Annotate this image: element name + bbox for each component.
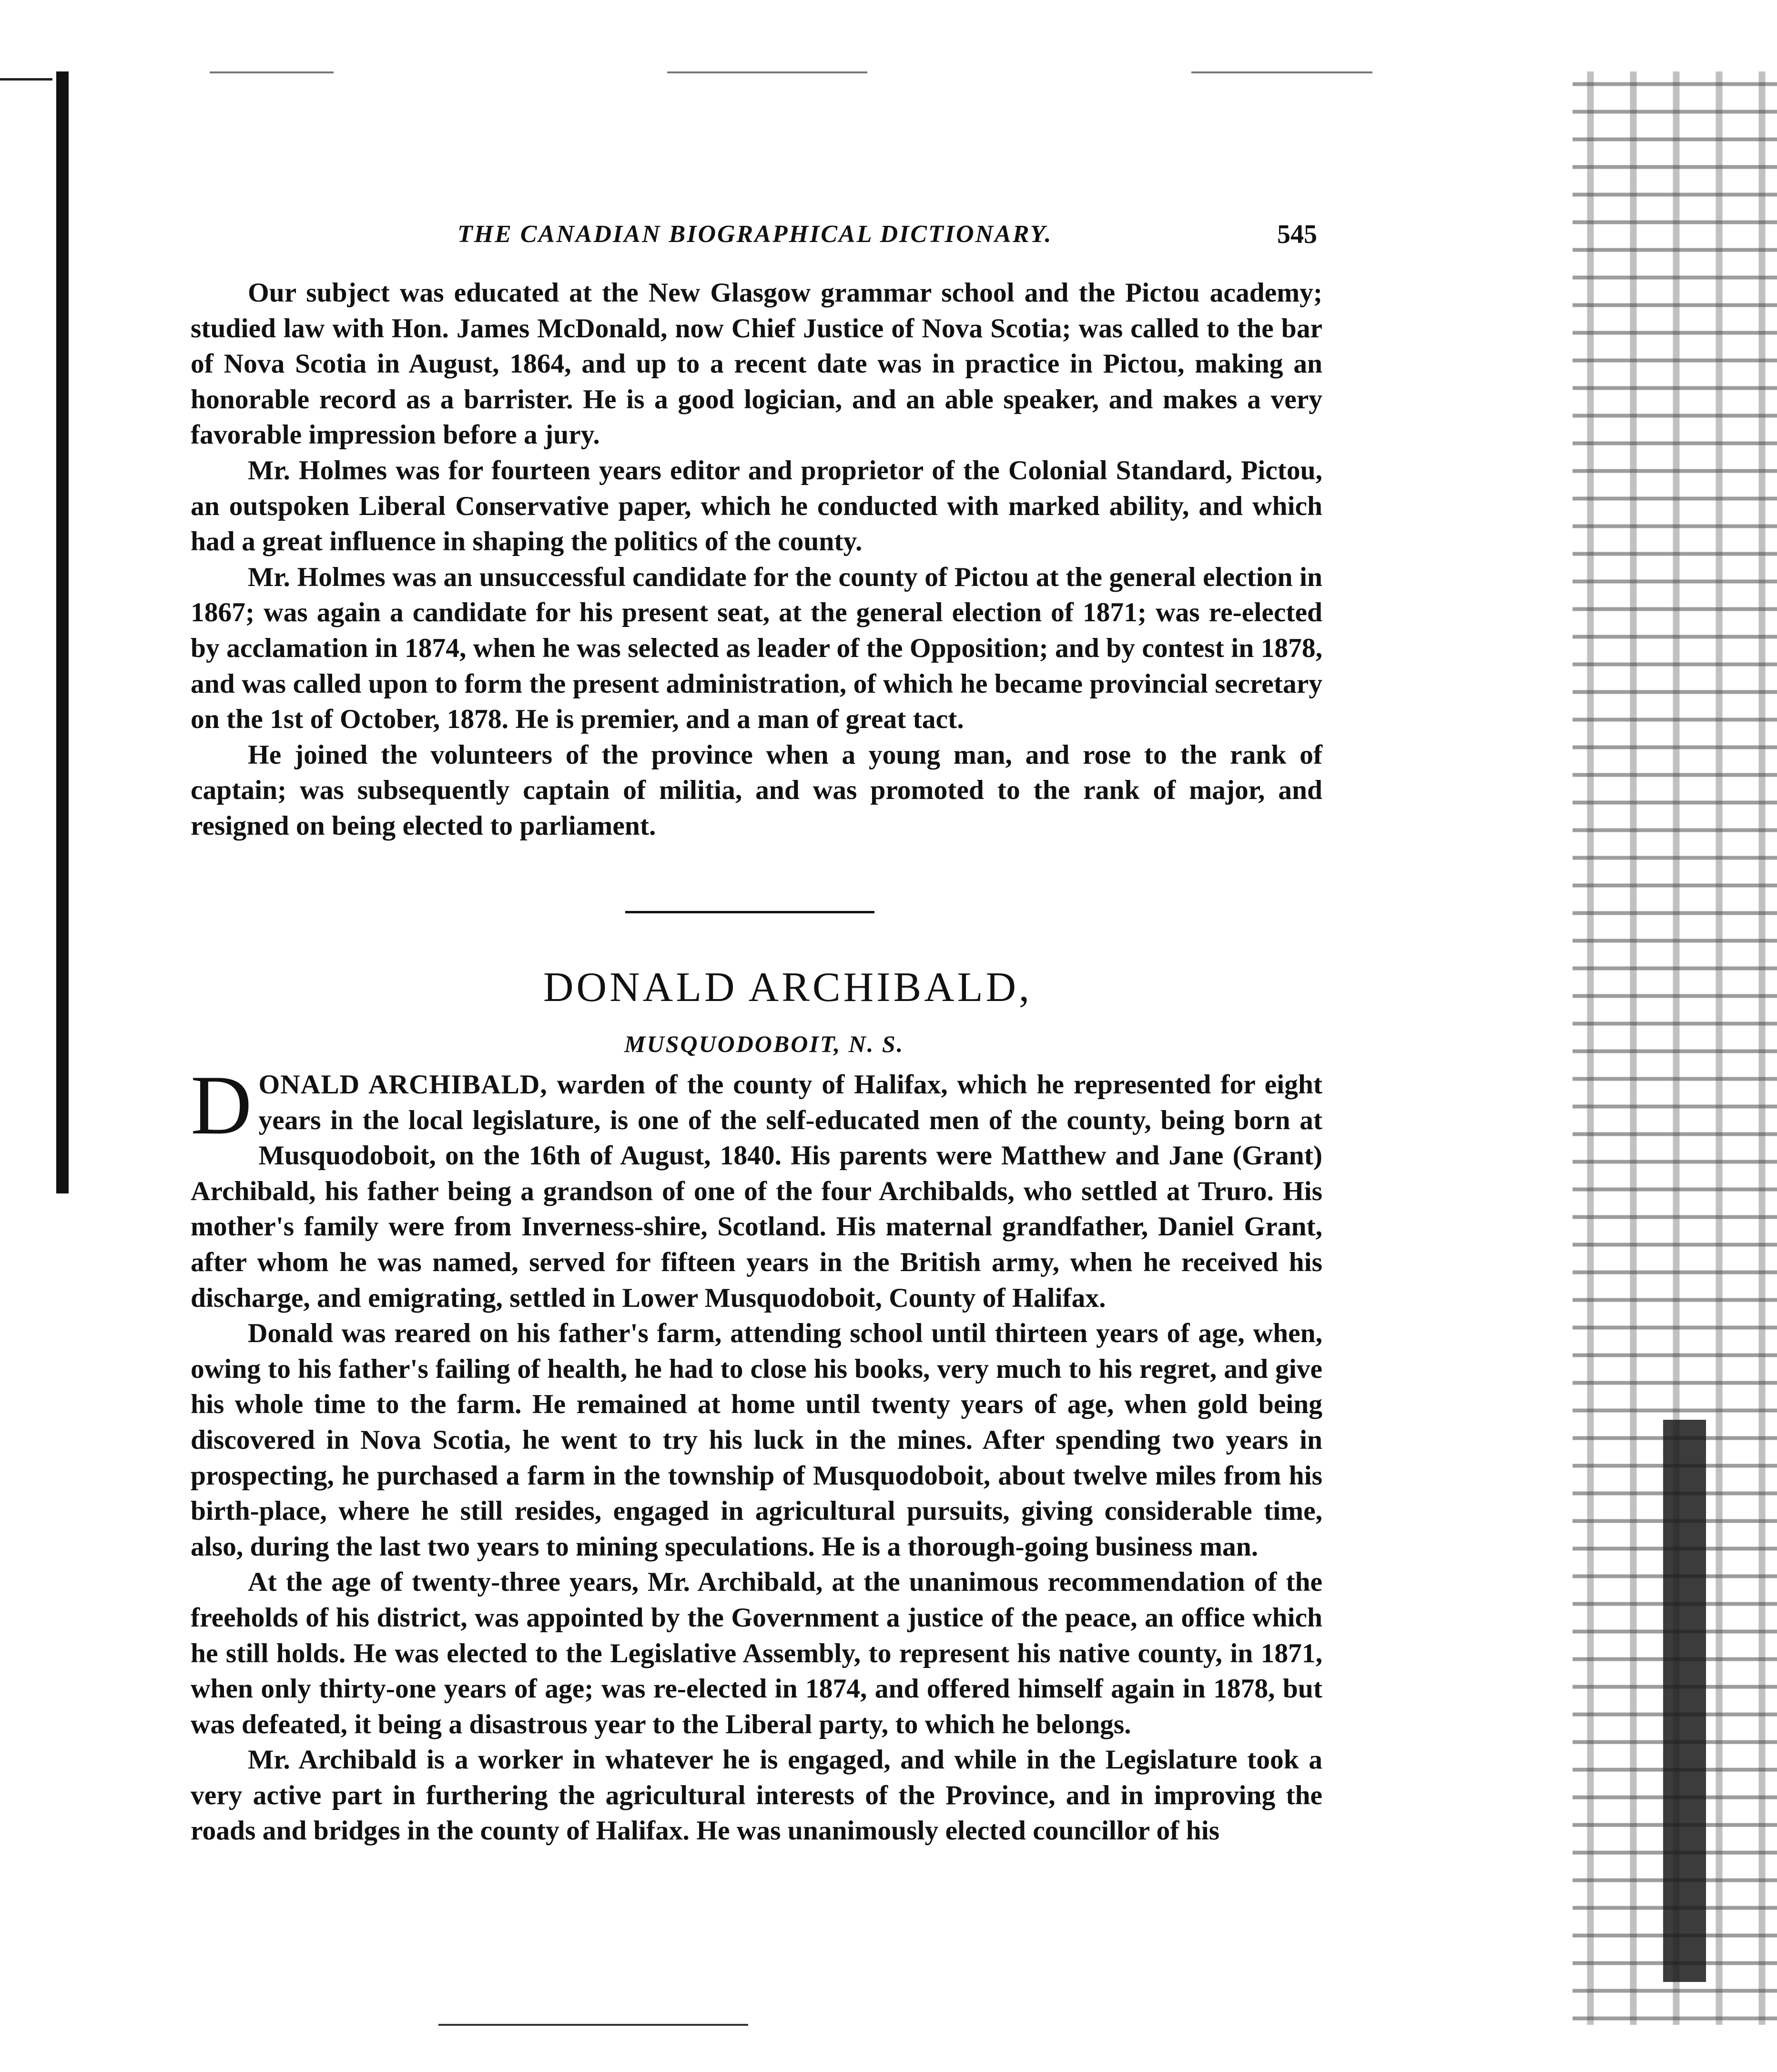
entry-place: MUSQUODOBOIT, N. S. <box>624 1031 904 1057</box>
drop-cap: D <box>191 1058 252 1152</box>
scan-dark-band <box>1663 1420 1706 1982</box>
page-number: 545 <box>1277 220 1317 249</box>
paragraph: At the age of twenty-three years, Mr. Archibald, at the unanimous recommendation of the freeholds of his district, was appointed by the Government a justice of the peace, an office which he still holds. He was elected to the Legislative Assembly, to represent his native county, in 1871, when only thirty-one years of age; was re-elected in 1874, and offered himself again in 1878, but was defeated, it being a disastrous year to the Liberal party, to which he belongs. <box>191 1567 1322 1739</box>
scan-speck <box>667 71 867 73</box>
lead-capitals: ONALD ARCHIBALD, <box>258 1070 548 1100</box>
paragraph: Donald was reared on his father's farm, attending school until thirteen years of age, when, owing to his father's failing of health, he had to close his books, very much to his regret, and give his whole time to the farm. He remained at home until twenty years of age, when gold being discovered in Nova Scotia, he went to try his luck in the mines. After spending two years in prospecting, he purchased a farm in the township of Musquodoboit, about twelve miles from his birth-place, where he still resides, engaged in agricultural pursuits, giving considerable time, also, during the last two years to mining speculations. He is a thorough-going business man. <box>191 1318 1322 1562</box>
entry-text <box>191 1058 1322 1849</box>
paragraph-with-drop-cap <box>191 1058 1322 1316</box>
section-divider <box>625 911 874 913</box>
paragraph: Mr. Holmes was for fourteen years editor and proprietor of the Colonial Standard, Pictou, an outspoken Liberal Conservative paper, which he conducted with marked ability, and which had a great influence in shaping the politics of the county. <box>191 455 1322 557</box>
scan-speck <box>210 71 334 73</box>
paragraph: He joined the volunteers of the province when a young man, and rose to the rank of captain; was subsequently captain of militia, and was promoted to the rank of major, and resigned on being elected to parliament. <box>191 739 1322 841</box>
paragraph: Mr. Archibald is a worker in whatever he is engaged, and while in the Legislature took a very active part in furthering the agricultural interests of the Province, and in improving the roads and bridges in the county of Halifax. He was unanimously elected councillor of his <box>191 1745 1322 1846</box>
paragraph: Mr. Holmes was an unsuccessful candidate for the county of Pictou at the general election in 1867; was again a candidate for his present seat, at the general election of 1871; was re-elected by acclamation in 1874, when he was selected as leader of the Opposition; and by contest in 1878, and was called upon to form the present administration, of which he became provincial secretary on the 1st of October, 1878. He is premier, and a man of great tact. <box>191 562 1322 735</box>
scan-speck <box>1191 71 1372 73</box>
entry-heading: DONALD ARCHIBALD, <box>543 964 1032 1011</box>
paragraph-text: warden of the county of Halifax, which he represented for eight years in the local legislature, is one of the self-educated men of the county, being born at Musquodoboit, on the 16th of August, 1840. His parents were Matthew and Jane (Grant) Archibald, his father being a grandson of one of the four Archibalds, who settled at Truro. His mother's family were from Inverness-shire, Scotland. His maternal grandfather, Daniel Grant, after whom he was named, served for fifteen years in the British army, when he received his discharge, and emigrating, settled in Lower Musquodoboit, County of Halifax. <box>191 1070 1322 1313</box>
handwritten-underline <box>438 2024 748 2026</box>
previous-entry-text <box>191 275 1322 844</box>
scan-binding-shadow <box>56 71 69 1193</box>
paragraph: Our subject was educated at the New Glasgow grammar school and the Pictou academy; studied law with Hon. James McDonald, now Chief Justice of Nova Scotia; was called to the bar of Nova Scotia in August, 1864, and up to a recent date was in practice in Pictou, making an honorable record as a barrister. He is a good logician, and an able speaker, and makes a very favorable impression before a jury. <box>191 278 1322 450</box>
running-title: THE CANADIAN BIOGRAPHICAL DICTIONARY. <box>457 221 1053 248</box>
scan-edge-mark <box>0 78 52 81</box>
